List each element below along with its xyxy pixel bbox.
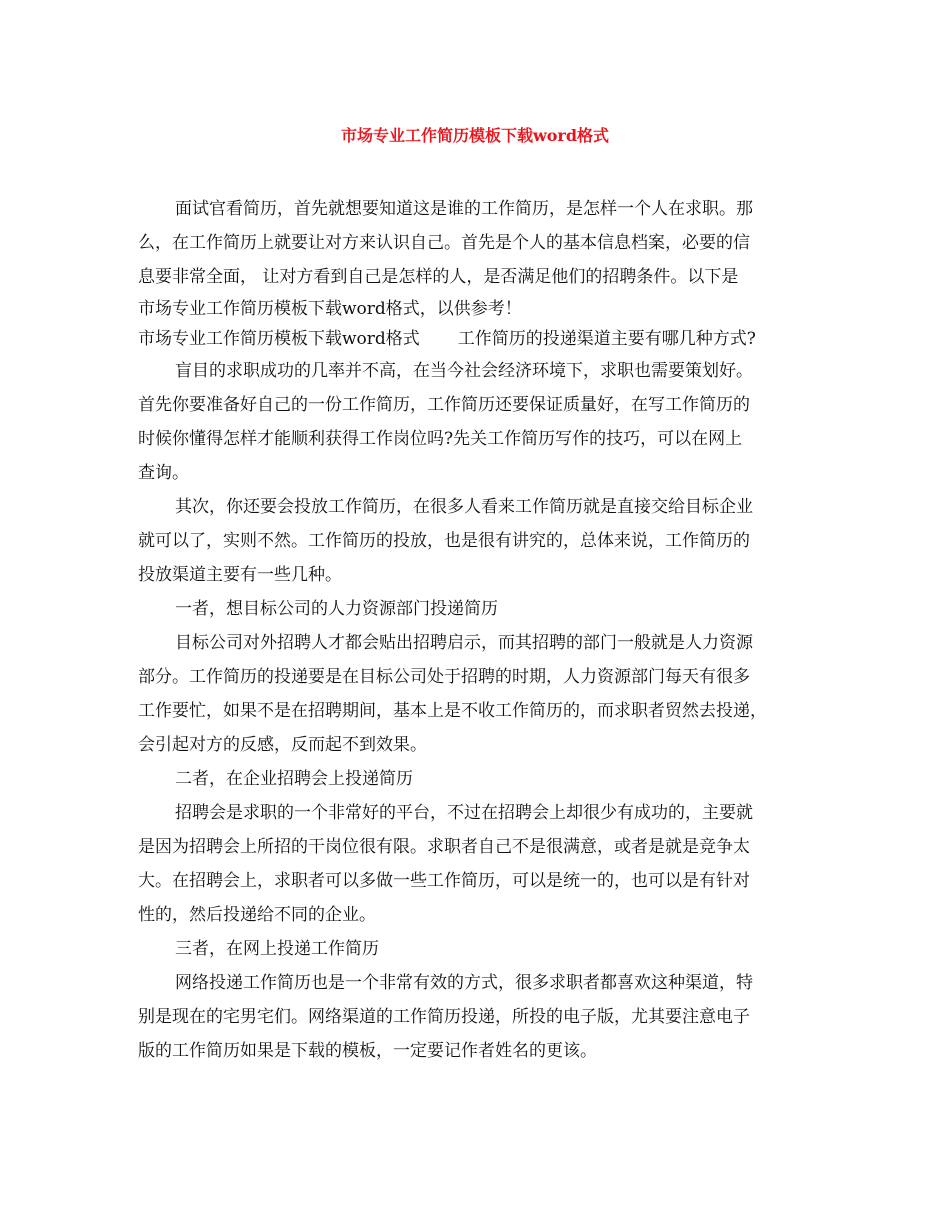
paragraph-line: 就可以了，实则不然。工作简历的投放，也是很有讲究的，总体来说，工作简历的 [138, 531, 750, 551]
paragraph-line: 性的，然后投递给不同的企业。 [138, 905, 376, 925]
paragraph-line: 是因为招聘会上所招的干岗位很有限。求职者自己不是很满意，或者是就是竞争太 [138, 837, 750, 857]
paragraph-line: 市场专业工作简历模板下载word格式，以供参考！ [138, 299, 522, 319]
paragraph-line: 面试官看简历，首先就想要知道这是谁的工作简历，是怎样一个人在求职。那 [175, 199, 753, 219]
paragraph-line: 其次，你还要会投放工作简历，在很多人看来工作简历就是直接交给目标企业 [175, 497, 753, 517]
document-title: 市场专业工作简历模板下载word格式 [340, 126, 610, 145]
paragraph-line: 大。在招聘会上，求职者可以多做一些工作简历，可以是统一的，也可以是有针对 [138, 871, 750, 891]
section-heading: 三者，在网上投递工作简历 [175, 939, 379, 959]
section-heading: 二者，在企业招聘会上投递简历 [175, 769, 413, 789]
paragraph-line: 会引起对方的反感，反而起不到效果。 [138, 735, 427, 755]
paragraph-line: 盲目的求职成功的几率并不高，在当今社会经济环境下，求职也需要策划好。 [175, 361, 753, 381]
paragraph-line: 工作要忙，如果不是在招聘期间，基本上是不收工作简历的，而求职者贸然去投递， [138, 701, 767, 721]
paragraph-line: 网络投递工作简历也是一个非常有效的方式，很多求职者都喜欢这种渠道，特 [175, 973, 753, 993]
paragraph-line: 息要非常全面， 让对方看到自己是怎样的人，是否满足他们的招聘条件。以下是 [138, 267, 739, 287]
paragraph-line: 版的工作简历如果是下载的模板，一定要记作者姓名的更该。 [138, 1041, 597, 1061]
heading-line [138, 324, 812, 354]
heading-part: 工作简历的投递渠道主要有哪几种方式? [457, 329, 756, 349]
paragraph-line: 部分。工作简历的投递要是在目标公司处于招聘的时期，人力资源部门每天有很多 [138, 667, 750, 687]
paragraph-line: 时候你懂得怎样才能顺利获得工作岗位吗?先关工作简历写作的技巧，可以在网上 [138, 429, 743, 449]
paragraph-line: 别是现在的宅男宅们。网络渠道的工作简历投递，所投的电子版，尤其要注意电子 [138, 1007, 750, 1027]
paragraph-line: 投放渠道主要有一些几种。 [138, 565, 342, 585]
section-heading: 一者，想目标公司的人力资源部门投递简历 [175, 599, 498, 619]
paragraph-line: 目标公司对外招聘人才都会贴出招聘启示，而其招聘的部门一般就是人力资源 [175, 633, 753, 653]
heading-part: 市场专业工作简历模板下载word格式 [138, 329, 420, 349]
paragraph-line: 查询。 [138, 463, 189, 483]
paragraph-line: 首先你要准备好自己的一份工作简历，工作简历还要保证质量好，在写工作简历的 [138, 395, 750, 415]
paragraph-line: 招聘会是求职的一个非常好的平台，不过在招聘会上却很少有成功的，主要就 [175, 803, 753, 823]
paragraph-line: 么，在工作简历上就要让对方来认识自己。首先是个人的基本信息档案，必要的信 [138, 233, 750, 253]
document-body [138, 192, 812, 1068]
